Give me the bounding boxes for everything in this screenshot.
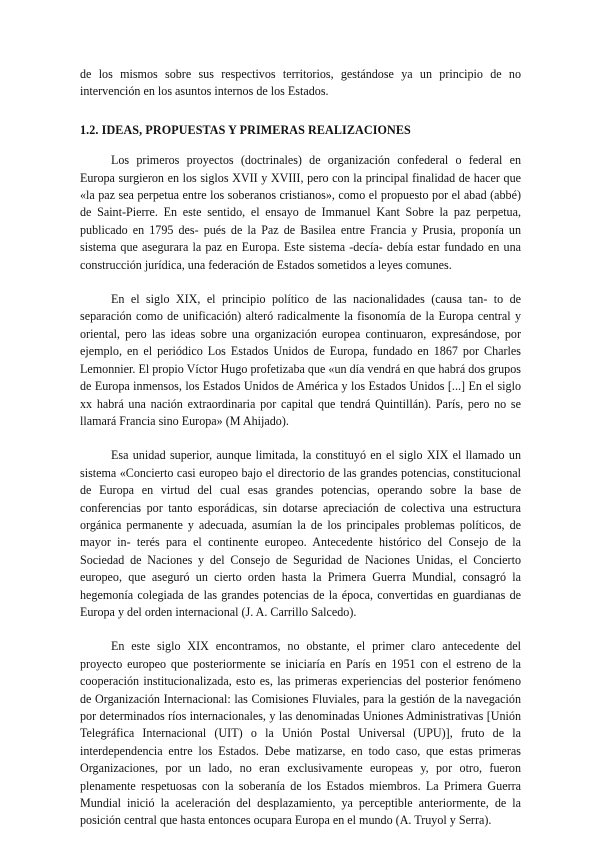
paragraph-3: Esa unidad superior, aunque limitada, la constituyó en el siglo XIX el llamado un sistema «Concierto casi europeo bajo el directorio de las grandes potencias, constitucional de Europa en virtud del cual esas grandes potencias, operando sobre la base de conferencias por tanto esporádicas, sin dotarse apreciación de colectiva una estructura orgánica permanente y adecuada, asumían la de los principales problemas políticos, de mayor in- terés para el continente europeo. Antecedente histórico del Consejo de la Sociedad de Naciones y del Consejo de Seguridad de Naciones Unidas, el Concierto europeo, que aseguró un cierto orden hasta la Primera Guerra Mundial, consagró la hegemonía colegiada de las grandes potencias de la época, convertidas en guardianas de Europa y del orden internacional (J. A. Carrillo Salcedo). [80,448,521,619]
paragraph-2: En el siglo XIX, el principio político de las nacionalidades (causa tan- to de separación como de unificación) alteró radicalmente la fisonomía de la Europa central y oriental, pero las ideas sobre una organización europea continuaron, expresándose, por ejemplo, en el periódico Los Estados Unidos de Europa, fundado en 1867 por Charles Lemonnier. El propio Víctor Hugo profetizaba que «un día vendrá en que habrá dos grupos de Europa inmensos, los Estados Unidos de América y los Estados Unidos [...] En el siglo xx habrá una nación extraordinaria por capital que tendrá Quintillán). París, pero no se llamará Francia sino Europa» (M Ahijado). [80,292,521,428]
section-heading: 1.2. IDEAS, PROPUESTAS Y PRIMERAS REALIZACIONES [80,122,411,137]
intro-paragraph: de los mismos sobre sus respectivos territorios, gestándose ya un principio de no intervención en los asuntos internos de los Estados. [80,67,521,99]
document-page [80,66,521,830]
paragraph-1: Los primeros proyectos (doctrinales) de organización confederal o federal en Europa surgieron en los siglos XVII y XVIII, pero con la principal finalidad de hacer que «la paz sea perpetua entre los soberanos cristianos», como el propuesto por el abad (abbé) de Saint-Pierre. En este sentido, el ensayo de Immanuel Kant Sobre la paz perpetua, publicado en 1795 des- pués de la Paz de Basilea entre Francia y Prusia, proponía un sistema que asegurara la paz en Europa. Este sistema -decía- debía estar fundado en una construcción jurídica, una federación de Estados sometidos a leyes comunes. [80,153,521,272]
paragraph-4: En este siglo XIX encontramos, no obstante, el primer claro antecedente del proyecto europeo que posteriormente se iniciaría en París en 1951 con el estreno de la cooperación institucionalizada, esto es, las primeras experiencias del posterior fenómeno de Organización Internacional: las Comisiones Fluviales, para la gestión de la navegación por determinados ríos internacionales, y las denominadas Uniones Administrativas [Unión Telegráfica Internacional (UIT) o la Unión Postal Universal (UPU)], fruto de la interdependencia entre los Estados. Debe matizarse, en todo caso, que estas primeras Organizaciones, por un lado, no eran exclusivamente europeas y, por otro, fueron plenamente respetuosas con la soberanía de los Estados miembros. La Primera Guerra Mundial inició la aceleración del desplazamiento, ya perceptible anteriormente, de la posición central que hasta entonces ocupara Europa en el mundo (A. Truyol y Serra). [80,639,521,828]
